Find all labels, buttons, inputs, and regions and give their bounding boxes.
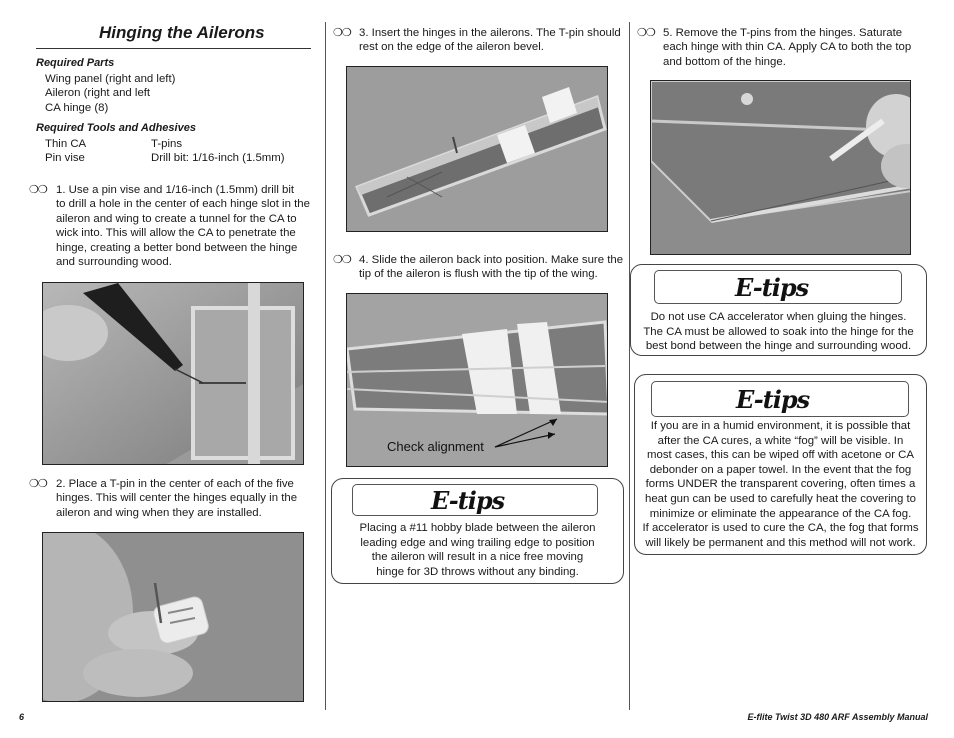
text-line: 3. Insert the hinges in the ailerons. The T-pin should bbox=[359, 27, 621, 39]
page-number: 6 bbox=[19, 712, 25, 722]
manual-title: E-flite Twist 3D 480 ARF Assembly Manual bbox=[747, 712, 928, 722]
tool-item: Thin CA bbox=[45, 138, 87, 150]
step-1-checkbox-icon[interactable]: ❍❍ bbox=[29, 184, 47, 196]
etips-banner bbox=[651, 381, 909, 417]
etips-banner bbox=[654, 270, 902, 304]
required-parts-heading: Required Parts bbox=[36, 57, 115, 69]
text-line: Placing a #11 hobby blade between the aileron bbox=[359, 522, 596, 534]
list-item: Wing panel (right and left) bbox=[45, 73, 176, 85]
required-tools-heading: Required Tools and Adhesives bbox=[36, 122, 196, 134]
title-rule bbox=[36, 48, 311, 49]
text-line: and bottom of the hinge. bbox=[663, 55, 786, 68]
drilling-illustration bbox=[43, 283, 304, 465]
tool-item: T-pins bbox=[151, 138, 183, 150]
etips-banner bbox=[352, 484, 598, 516]
text-line: 1. Use a pin vise and 1/16-inch (1.5mm) drill bit bbox=[56, 184, 295, 196]
text-line: each hinge with thin CA. Apply CA to both the top bbox=[663, 41, 912, 54]
photo-tpin-hinge bbox=[42, 532, 304, 702]
text-line: wick into. This will allow the CA to penetrate the bbox=[56, 227, 296, 240]
etips-body-1 bbox=[336, 521, 619, 579]
text-line: The CA must be allowed to soak into the hinge for the bbox=[643, 325, 914, 338]
required-parts-list bbox=[45, 72, 175, 115]
text-line: If you are in a humid environment, it is possible that bbox=[650, 420, 911, 432]
section-title: Hinging the Ailerons bbox=[99, 23, 265, 42]
photo-drilling-hinge-slot bbox=[42, 282, 304, 465]
etips-box-3 bbox=[634, 374, 927, 555]
etips-logo: E-tips bbox=[736, 385, 810, 414]
step-3-checkbox-icon[interactable]: ❍❍ bbox=[333, 27, 351, 39]
step-3-text bbox=[359, 26, 627, 55]
text-line: 2. Place a T-pin in the center of each of the five bbox=[56, 478, 294, 490]
etips-logo: E-tips bbox=[431, 486, 505, 515]
text-line: leading edge and wing trailing edge to position bbox=[360, 536, 595, 549]
etips-body-2 bbox=[633, 310, 924, 354]
step-4-checkbox-icon[interactable]: ❍❍ bbox=[333, 254, 351, 266]
text-line: tip of the aileron is flush with the tip of the wing. bbox=[359, 268, 598, 281]
text-line: the aileron will result in a nice free moving bbox=[371, 551, 584, 564]
column-divider-1 bbox=[325, 22, 326, 710]
text-line: hinge for 3D throws without any binding. bbox=[376, 565, 579, 578]
list-item: CA hinge (8) bbox=[45, 101, 109, 114]
aileron-hinges-illustration bbox=[347, 67, 608, 232]
tpin-illustration bbox=[43, 533, 304, 702]
step-2-text bbox=[56, 477, 321, 520]
text-line: 4. Slide the aileron back into position. Make sure the bbox=[359, 254, 624, 266]
tool-item: Pin vise bbox=[45, 152, 85, 164]
text-line: will likely be permanent and this method will not work. bbox=[645, 536, 916, 549]
apply-ca-illustration bbox=[651, 81, 911, 255]
etips-box-1 bbox=[331, 478, 624, 584]
step-4-text bbox=[359, 253, 627, 282]
text-line: debonder on a paper towel. In the event that the fog bbox=[649, 463, 912, 476]
text-line: forms UNDER the transparent covering, often times a bbox=[645, 478, 916, 491]
text-line: best bond between the hinge and surrounding wood. bbox=[645, 340, 912, 353]
text-line: to drill a hole in the center of each hinge slot in the bbox=[56, 198, 310, 211]
text-line: most cases, this can be wiped off with acetone or CA bbox=[647, 449, 914, 462]
list-item: Aileron (right and left bbox=[45, 87, 151, 100]
text-line: after the CA cures, a white “fog” will be visible. In bbox=[657, 434, 904, 447]
photo-hinges-in-aileron bbox=[346, 66, 608, 232]
text-line: aileron and wing when they are installed. bbox=[56, 506, 262, 519]
text-line: minimize or eliminate the appearance of the CA fog. bbox=[649, 507, 912, 520]
text-line: 5. Remove the T-pins from the hinges. Saturate bbox=[663, 27, 903, 39]
step-5-text bbox=[663, 26, 928, 69]
photo-check-alignment bbox=[346, 293, 608, 467]
text-line: heat gun can be used to carefully heat the covering to bbox=[644, 492, 917, 505]
text-line: and surrounding wood. bbox=[56, 256, 172, 269]
text-line: rest on the edge of the aileron bevel. bbox=[359, 41, 544, 54]
etips-box-2 bbox=[630, 264, 927, 356]
text-line: hinge, creating a better bond between the hinge bbox=[56, 241, 298, 254]
step-1-text bbox=[56, 183, 321, 269]
column-divider-2 bbox=[629, 22, 630, 710]
text-line: hinges. This will center the hinges equally in the bbox=[56, 492, 298, 505]
text-line: If accelerator is used to cure the CA, the fog that forms bbox=[642, 522, 919, 535]
etips-body-3 bbox=[637, 419, 924, 550]
check-alignment-label: Check alignment bbox=[387, 439, 484, 454]
text-line: aileron and wing to create a tunnel for the CA to bbox=[56, 212, 297, 225]
step-2-checkbox-icon[interactable]: ❍❍ bbox=[29, 478, 47, 490]
step-5-checkbox-icon[interactable]: ❍❍ bbox=[637, 27, 655, 39]
etips-logo: E-tips bbox=[735, 273, 809, 302]
photo-apply-ca bbox=[650, 80, 911, 255]
tool-item: Drill bit: 1/16-inch (1.5mm) bbox=[151, 152, 285, 164]
text-line: Do not use CA accelerator when gluing the hinges. bbox=[650, 311, 907, 323]
